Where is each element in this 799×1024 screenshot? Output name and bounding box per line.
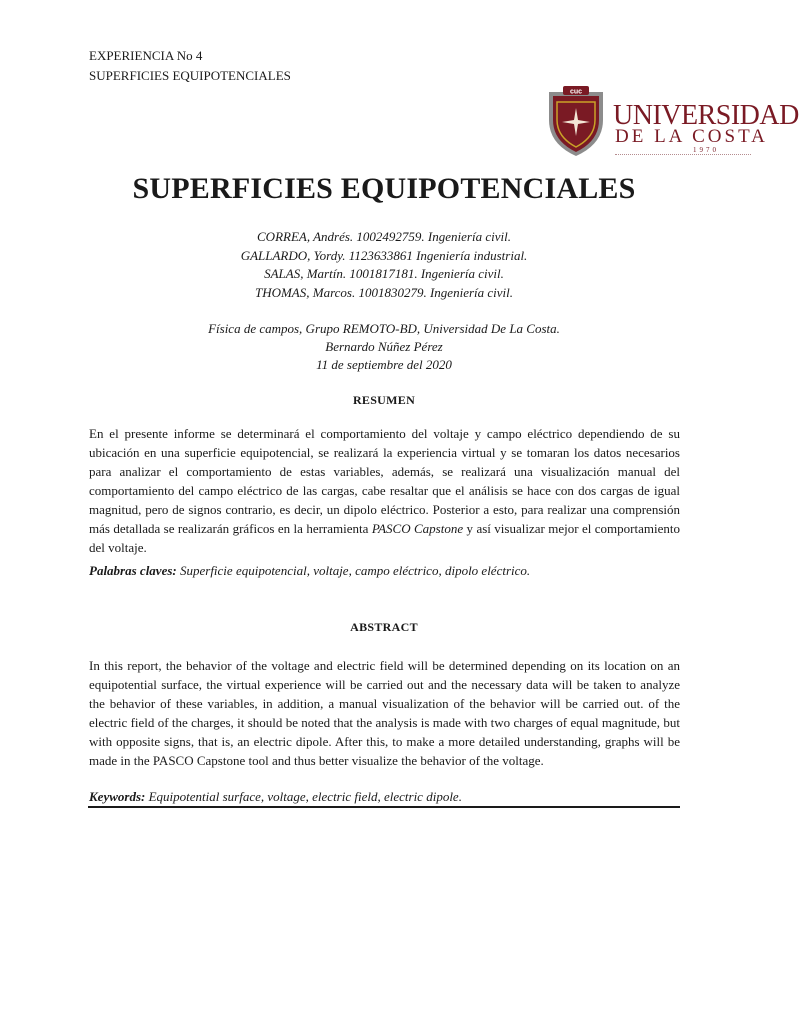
resumen-tool-name: PASCO Capstone — [371, 521, 464, 536]
affiliation-date: 11 de septiembre del 2020 — [316, 357, 452, 372]
logo-name-line1: UNIVERSIDAD — [613, 100, 799, 131]
author-line: SALAS, Martín. 1001817181. Ingeniería civil. — [264, 266, 504, 281]
resumen-text-part2: y así visualizar mejor el comportamiento del voltaje. — [89, 521, 680, 555]
university-shield-icon — [545, 86, 607, 158]
affiliation-block — [0, 320, 768, 374]
resumen-keywords-list: Superficie equipotencial, voltaje, campo eléctrico, dipolo eléctrico. — [176, 563, 531, 578]
author-line: CORREA, Andrés. 1002492759. Ingeniería civil. — [257, 229, 511, 244]
header-experiment-title: SUPERFICIES EQUIPOTENCIALES — [89, 68, 291, 83]
resumen-keywords-label: Palabras claves: — [89, 563, 177, 578]
header-experiment-number: EXPERIENCIA No 4 — [89, 48, 203, 63]
resumen-keywords — [89, 563, 680, 579]
author-line: GALLARDO, Yordy. 1123633861 Ingeniería industrial. — [240, 247, 528, 263]
abstract-keywords — [89, 789, 680, 805]
resumen-heading: RESUMEN — [352, 393, 416, 407]
affiliation-professor: Bernardo Núñez Pérez — [325, 339, 443, 354]
section-divider — [88, 806, 680, 808]
running-header — [89, 46, 291, 86]
abstract-keywords-list: Equipotential surface, voltage, electric field, electric dipole. — [145, 789, 462, 804]
abstract-heading: ABSTRACT — [350, 620, 418, 634]
author-line: THOMAS, Marcos. 1001830279. Ingeniería civil. — [254, 284, 514, 300]
resumen-text-part1: En el presente informe se determinará el comportamiento del voltaje y campo eléctrico dependiendo de su ubicación en una superficie equipotencial, se realizará la experiencia virtual y se tomaran los datos necesarios para analizar el comportamiento de estas variables, además, se realizará una visualización manual del comportamiento del campo eléctrico de las cargas, cabe resaltar que el análisis se hace con dos cargas de igual magnitud, pero de signos contrario, es decir, un dipolo eléctrico. Posterior a esto, para realizar una comprensión más detallada se realizarán gráficos en la herramienta — [89, 426, 680, 536]
resumen-body — [89, 424, 680, 557]
abstract-body: In this report, the behavior of the voltage and electric field will be determined depending on its location on an equipotential surface, the virtual experience will be carried out and the necessary data will be taken to analyze the behavior of these variables, in addition, a manual visualization of the behavior will be carried out. of the electric field of the charges, it should be noted that the analysis is made with two charges of equal magnitude, but with opposite signs, that is, an electric dipole. After this, to make a more detailed understanding, graphs will be made in the PASCO Capstone tool and thus better visualize the behavior of the voltage. — [89, 658, 680, 768]
abstract-keywords-label: Keywords: — [89, 789, 146, 804]
university-logo — [545, 86, 799, 158]
paper-title: SUPERFICIES EQUIPOTENCIALES — [132, 172, 636, 205]
logo-emblem-text: cuc — [569, 88, 583, 96]
author-list — [0, 228, 768, 302]
logo-tagline-divider — [615, 154, 751, 157]
logo-year: 1970 — [693, 146, 719, 154]
affiliation-course: Física de campos, Grupo REMOTO-BD, Universidad De La Costa. — [208, 321, 560, 336]
logo-name-line2: DE LA COSTA — [615, 126, 768, 147]
